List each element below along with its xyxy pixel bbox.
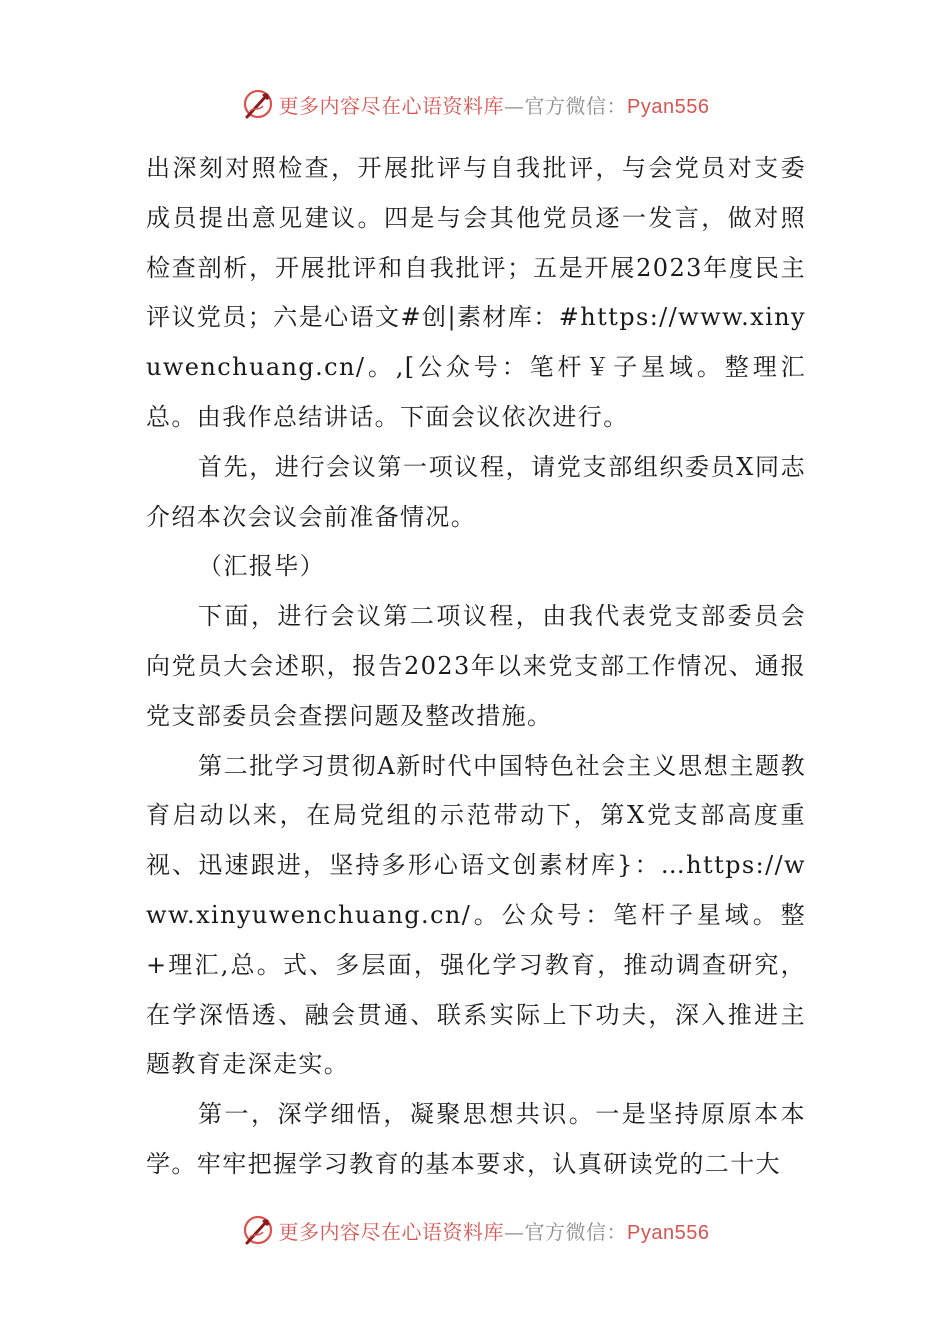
banner-promo-text: 更多内容尽在心语资料库 [278,93,505,118]
banner-official-label: 官方微信： [524,1219,628,1244]
paragraph-5: 第二批学习贯彻A新时代中国特色社会主义思想主题教育启动以来，在局党组的示范带动下，第X党支部高度重视、迅速跟进，坚持多形心语文创素材库}：…https://www.xinyuwenchuang.cn/。公众号：笔杆子星域。整+理汇,总。式、多层面，强化学习教育，推动调查研究，在学深悟透、融会贯通、联系实际上下功夫，深入推进主题教育走深走实。 [146,751,806,1079]
pen-logo-icon [241,1213,275,1247]
footer-watermark-banner [0,1210,950,1250]
paragraph-6: 第一，深学细悟，凝聚思想共识。一是坚持原原本本学。牢牢把握学习教育的基本要求，认真研读党的二十大 [146,1100,806,1178]
paragraph-3: （汇报毕） [198,552,325,581]
banner-separator: — [504,1219,525,1244]
paragraph-1: 出深刻对照检查，开展批评与自我批评，与会党员对支委成员提出意见建议。四是与会其他党员逐一发言，做对照检查剖析，开展批评和自我批评；五是开展2023年度民主评议党员；六是心语文#创|素材库：#https://www.xinyuwenchuang.cn/。,[公众号：笔杆￥子星域。整理汇总。由我作总结讲话。下面会议依次进行。 [146,154,806,431]
banner-wechat-id: Pyan556 [627,95,710,118]
banner-promo-text: 更多内容尽在心语资料库 [278,1219,505,1244]
banner-separator: — [504,93,525,118]
document-body [146,144,806,1190]
paragraph-4: 下面，进行会议第二项议程，由我代表党支部委员会向党员大会述职，报告2023年以来党支部工作情况、通报党支部委员会查摆问题及整改措施。 [146,602,806,730]
paragraph-2: 首先，进行会议第一项议程，请党支部组织委员X同志介绍本次会议会前准备情况。 [146,452,806,531]
banner-wechat-id: Pyan556 [627,1221,710,1244]
banner-official-label: 官方微信： [524,93,628,118]
header-watermark-banner [0,84,950,124]
pen-logo-icon [241,87,275,121]
